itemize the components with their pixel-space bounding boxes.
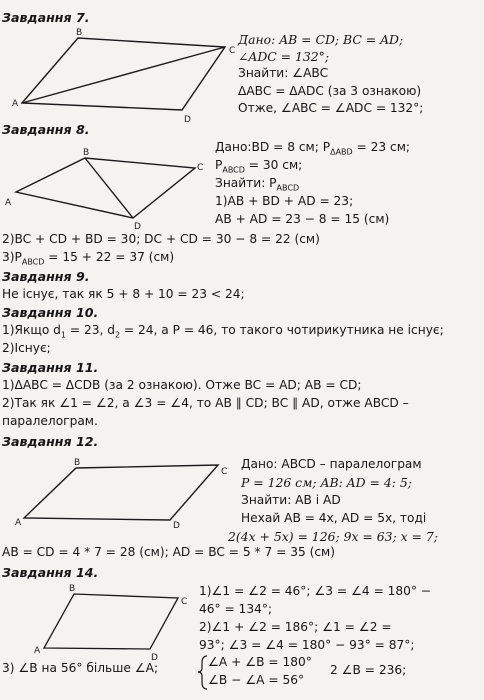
task14-parallelogram — [44, 594, 178, 649]
t14-vertex-d: D — [151, 653, 158, 663]
system-brace — [198, 656, 207, 689]
task9-heading: Завдання 9. — [2, 269, 90, 284]
t14-part2: 2)∠1 + ∠2 = 186°; ∠1 = ∠2 = — [199, 620, 392, 634]
t12-given: Дано: ABCD – паралелограм — [241, 457, 422, 471]
t8-find-sub: ABCD — [276, 183, 300, 193]
t8-step1b: AB + AD = 23 − 8 = 15 (см) — [215, 212, 390, 226]
t12-vertex-c: C — [221, 467, 228, 477]
t8-vertex-d: D — [134, 222, 141, 232]
task12-heading: Завдання 12. — [2, 434, 99, 449]
t8-step3-a: 3)P — [2, 250, 22, 264]
t9-answer: Не існує, так як 5 + 8 + 10 = 23 < 24; — [2, 287, 245, 301]
t7-congruence: ΔABC = ΔADC (за 3 ознакою) — [238, 84, 422, 98]
t8-given — [215, 140, 410, 159]
t10-part1-b: = 23, d — [65, 323, 115, 337]
t7-vertex-b: B — [76, 28, 83, 38]
task8-heading: Завдання 8. — [2, 122, 90, 137]
task8-quadrilateral — [16, 158, 195, 218]
task10-heading: Завдання 10. — [2, 305, 99, 320]
task12-parallelogram — [24, 465, 218, 520]
t12-let: Нехай AB = 4x, AD = 5x, тоді — [241, 511, 427, 525]
t7-vertex-c: C — [229, 46, 236, 56]
t10-part1-s2: 2 — [114, 330, 121, 340]
t14-part2-cont: 93°; ∠3 = ∠4 = 180° − 93° = 87°; — [199, 638, 415, 652]
t8-find-a: Знайти: P — [215, 176, 277, 190]
t8-step3-sub: ABCD — [21, 257, 45, 267]
t14-part1: 1)∠1 = ∠2 = 46°; ∠3 = ∠4 = 180° − — [199, 584, 432, 598]
t8-perimeter-sub: ABCD — [222, 165, 245, 175]
t8-find — [215, 176, 299, 195]
t7-conclusion: Отже, ∠ABC = ∠ADC = 132°; — [238, 101, 424, 115]
t10-part1-c: = 24, а P = 46, то такого чотирикутника не існує; — [120, 323, 444, 337]
t14-part1-cont: 46° = 134°; — [199, 602, 273, 616]
t12-vertex-b: B — [74, 458, 81, 468]
t7-vertex-d: D — [184, 115, 191, 125]
t8-vertex-c: C — [197, 163, 204, 173]
t8-perimeter-b: = 30 см; — [244, 158, 303, 172]
t14-vertex-c: C — [181, 597, 188, 607]
t8-perimeter — [215, 158, 302, 177]
t12-vertex-d: D — [173, 521, 180, 531]
t8-perimeter-a: P — [215, 158, 223, 172]
t8-step1: 1)AB + BD + AD = 23; — [215, 194, 354, 208]
t10-part1-a: 1)Якщо d — [2, 323, 61, 337]
t14-system-eq1: ∠A + ∠B = 180° — [208, 655, 312, 669]
task7-parallelogram — [22, 38, 225, 110]
t7-vertex-a: A — [12, 99, 19, 109]
t8-given-b: = 23 см; — [352, 140, 411, 154]
t8-step3 — [2, 250, 174, 269]
t10-part1 — [2, 323, 444, 342]
t10-part1-s1: 1 — [60, 330, 66, 340]
t8-vertex-a: A — [5, 198, 12, 208]
t8-step3-b: = 15 + 22 = 37 (см) — [44, 250, 175, 264]
task11-heading: Завдання 11. — [2, 360, 99, 375]
t7-angle-adc: ∠ADC = 132°; — [238, 49, 330, 64]
t8-given-a: Дано:BD = 8 см; P — [215, 140, 331, 154]
t12-ratio: P = 126 см; AB: AD = 4: 5; — [241, 475, 412, 490]
t14-vertex-b: B — [69, 584, 76, 594]
t8-step2: 2)BC + CD + BD = 30; DC + CD = 30 − 8 = 22 (см) — [2, 232, 320, 246]
t8-given-sub: ΔABD — [330, 147, 353, 157]
t14-result: 2 ∠B = 236; — [330, 663, 407, 677]
t7-given: Дано: AB = CD; BC = AD; — [238, 32, 404, 47]
t12-equation: 2(4x + 5x) = 126; 9x = 63; x = 7; — [228, 529, 438, 544]
t14-part3: 3) ∠B на 56° більше ∠A; — [2, 661, 159, 675]
t12-vertex-a: A — [15, 518, 22, 528]
t11-part1: 1)ΔABC = ΔCDB (за 2 ознакою). Отже BC = AD; AB = CD; — [2, 378, 362, 392]
t14-system-eq2: ∠B − ∠A = 56° — [208, 673, 305, 687]
t11-part2-cont: паралелограм. — [2, 414, 98, 428]
task14-heading: Завдання 14. — [2, 565, 99, 580]
t8-vertex-b: B — [83, 148, 90, 158]
t11-part2: 2)Так як ∠1 = ∠2, а ∠3 = ∠4, то AB ∥ CD; BC ∥ AD, отже ABCD – — [2, 396, 409, 410]
task7-heading: Завдання 7. — [2, 10, 90, 25]
t12-find: Знайти: AB і AD — [241, 493, 341, 507]
t7-find: Знайти: ∠ABC — [238, 66, 329, 80]
t10-part2: 2)Існує; — [2, 341, 51, 355]
t14-vertex-a: A — [34, 646, 41, 656]
t12-answer: AB = CD = 4 * 7 = 28 (см); AD = BC = 5 * 7 = 35 (см) — [2, 545, 335, 559]
